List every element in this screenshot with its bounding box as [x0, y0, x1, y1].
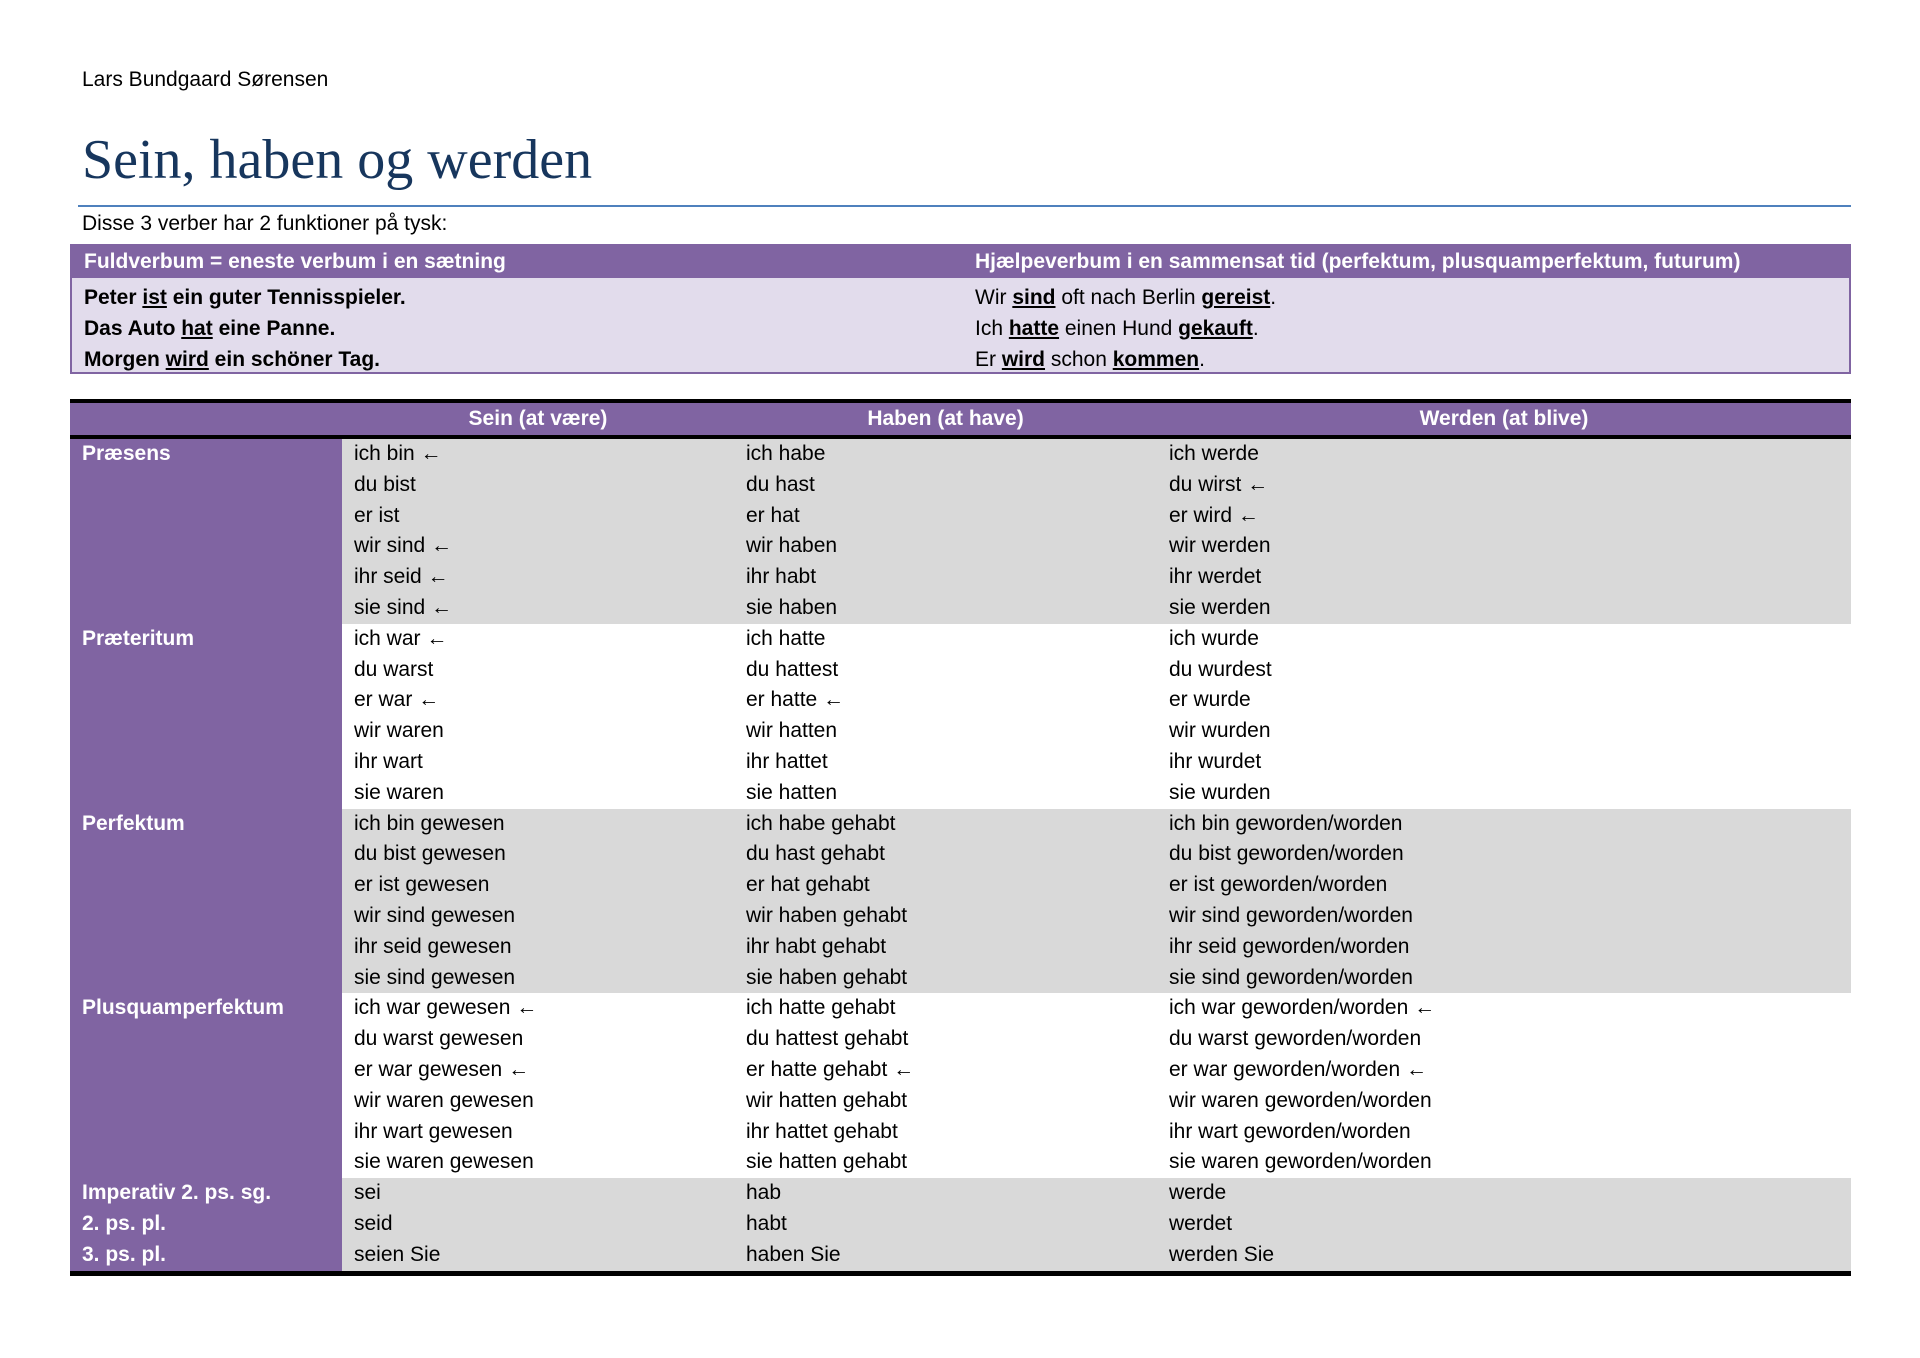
conjugation-table — [70, 399, 1851, 1276]
tense-label-text: 3. ps. pl. — [82, 1242, 167, 1266]
conjugation-form: sie haben gehabt — [746, 965, 908, 989]
conjugation-form: er ist gewesen — [354, 873, 490, 897]
tense-label-text: Præteritum — [82, 626, 195, 650]
sentence-text: ein guter Tennisspieler. — [166, 286, 406, 309]
tense-label — [70, 624, 342, 809]
header-sein: Sein (at være) — [468, 407, 608, 430]
tense-group — [70, 993, 1851, 1178]
conjugation-form: er hatte ← — [746, 688, 845, 712]
conjugation-form: ich wurde — [1169, 626, 1259, 650]
tense-label — [70, 439, 342, 624]
conjugation-form: er war ← — [354, 688, 440, 712]
werden-cell — [1157, 439, 1851, 624]
sein-cell — [342, 1178, 734, 1270]
haben-cell — [734, 439, 1157, 624]
conjugation-form: wir waren gewesen — [354, 1088, 534, 1112]
conjugation-form: sie sind gewesen — [354, 965, 516, 989]
conjugation-form: wir hatten — [746, 719, 838, 743]
sentence-text: . — [1252, 317, 1259, 340]
conjugation-form: ihr hattet — [746, 749, 828, 773]
full-verb-heading: Fuldverbum = eneste verbum i en sætning — [84, 250, 506, 273]
conjugation-form: sie werden — [1169, 595, 1271, 619]
conjugation-form: hab — [746, 1181, 782, 1205]
conjugation-form: sie sind ← — [354, 595, 453, 619]
sentence-text: einen Hund — [1059, 317, 1179, 340]
conjugation-form: ihr wart geworden/worden — [1169, 1119, 1411, 1143]
conjugation-form: sie waren — [354, 780, 444, 804]
conjugation-form: du hast gehabt — [746, 842, 885, 866]
conjugation-form: sie waren geworden/worden — [1169, 1150, 1432, 1174]
conjugation-form: ihr hattet gehabt — [746, 1119, 898, 1143]
tense-group — [70, 439, 1851, 624]
sentence-text: Das Auto — [84, 317, 182, 340]
conjugation-form: werde — [1169, 1181, 1227, 1205]
verb-highlight: hat — [181, 317, 213, 340]
conjugation-form: sie wurden — [1169, 780, 1271, 804]
tense-group — [70, 1178, 1851, 1270]
conjugation-form: du hattest gehabt — [746, 1027, 909, 1051]
conjugation-form: er hat gehabt — [746, 873, 870, 897]
conjugation-form: ich habe gehabt — [746, 811, 896, 835]
sentence-text: Morgen — [84, 348, 166, 371]
sentence-text: oft nach Berlin — [1055, 286, 1202, 309]
sentence-text: eine Panne. — [212, 317, 336, 340]
conjugation-form: seid — [354, 1211, 393, 1235]
conjugation-form: er ist — [354, 503, 400, 527]
sentence-text: ein schöner Tag. — [208, 348, 380, 371]
sein-cell — [342, 624, 734, 809]
sentence-text: Peter — [84, 286, 143, 309]
full-verb-examples — [84, 282, 406, 375]
conjugation-form: ich bin gewesen — [354, 811, 505, 835]
verb-highlight: gereist — [1201, 286, 1271, 309]
conjugation-form: du bist gewesen — [354, 842, 506, 866]
tense-group — [70, 624, 1851, 809]
example-sentence — [84, 282, 406, 313]
conjugation-form: du wurdest — [1169, 657, 1272, 681]
tense-label-text: Præsens — [82, 442, 171, 465]
conjugation-form: ihr habt gehabt — [746, 934, 887, 958]
conjugation-form: du hast — [746, 472, 815, 496]
verb-highlight: sind — [1012, 286, 1056, 309]
tense-label-text: Plusquamperfektum — [82, 996, 284, 1020]
tense-label-text: Imperativ 2. ps. sg. — [82, 1181, 272, 1205]
conjugation-form: er wurde — [1169, 688, 1251, 712]
conjugation-form: werden Sie — [1169, 1242, 1275, 1266]
sentence-text: Wir — [975, 286, 1013, 309]
tense-label — [70, 1178, 342, 1270]
conjugation-form: werdet — [1169, 1211, 1233, 1235]
conjugation-form: ihr seid ← — [354, 565, 449, 589]
conjugation-form: ihr seid gewesen — [354, 934, 512, 958]
auxiliary-verb-examples — [975, 282, 1276, 375]
conjugation-form: du warst — [354, 657, 434, 681]
sein-cell — [342, 809, 734, 994]
header-tense — [70, 403, 342, 435]
functions-box — [70, 244, 1851, 374]
conjugation-form: wir werden — [1169, 534, 1271, 558]
conjugation-form: wir wurden — [1169, 719, 1271, 743]
conjugation-form: ich werde — [1169, 442, 1259, 465]
table-header — [70, 403, 1851, 439]
conjugation-form: ich bin ← — [354, 442, 442, 465]
conjugation-form: ich habe — [746, 442, 826, 465]
conjugation-form: habt — [746, 1211, 787, 1235]
page-title: Sein, haben og werden — [82, 129, 593, 191]
tense-label — [70, 809, 342, 994]
example-sentence — [975, 282, 1276, 313]
conjugation-form: haben Sie — [746, 1242, 841, 1266]
functions-header — [72, 246, 1849, 278]
conjugation-form: ihr wart gewesen — [354, 1119, 513, 1143]
verb-highlight: ist — [142, 286, 167, 309]
haben-cell — [734, 993, 1157, 1178]
conjugation-form: er war geworden/worden ← — [1169, 1057, 1427, 1081]
verb-highlight: wird — [1001, 348, 1046, 371]
conjugation-form: ihr habt — [746, 565, 817, 589]
verb-highlight: gekauft — [1178, 317, 1253, 340]
conjugation-form: wir sind geworden/worden — [1169, 903, 1413, 927]
sentence-text: Ich — [975, 317, 1009, 340]
conjugation-form: sie waren gewesen — [354, 1150, 534, 1174]
tense-label — [70, 993, 342, 1178]
conjugation-form: ich war ← — [354, 626, 448, 650]
werden-cell — [1157, 624, 1851, 809]
auxiliary-verb-heading: Hjælpeverbum i en sammensat tid (perfektum, plusquamperfektum, futurum) — [975, 250, 1741, 273]
conjugation-form: wir haben gehabt — [746, 903, 908, 927]
author-name: Lars Bundgaard Sørensen — [82, 68, 329, 91]
example-sentence — [975, 344, 1276, 375]
conjugation-form: du warst geworden/worden — [1169, 1027, 1422, 1051]
conjugation-form: wir hatten gehabt — [746, 1088, 908, 1112]
conjugation-form: ich war geworden/worden ← — [1169, 996, 1436, 1020]
conjugation-form: sie hatten gehabt — [746, 1150, 908, 1174]
verb-highlight: hatte — [1008, 317, 1060, 340]
conjugation-form: du bist — [354, 472, 416, 496]
conjugation-form: er war gewesen ← — [354, 1057, 530, 1081]
conjugation-form: wir sind ← — [354, 534, 453, 558]
tense-label-text: 2. ps. pl. — [82, 1211, 167, 1235]
conjugation-form: wir waren geworden/worden — [1169, 1088, 1432, 1112]
werden-cell — [1157, 809, 1851, 994]
header-werden: Werden (at blive) — [1419, 407, 1589, 430]
conjugation-form: sie hatten — [746, 780, 838, 804]
conjugation-form: ich bin geworden/worden — [1169, 811, 1403, 835]
conjugation-form: du warst gewesen — [354, 1027, 524, 1051]
example-sentence — [84, 313, 406, 344]
conjugation-form: ich hatte — [746, 626, 826, 650]
tense-label-text: Perfektum — [82, 811, 185, 835]
sein-cell — [342, 439, 734, 624]
example-sentence — [975, 313, 1276, 344]
header-haben: Haben (at have) — [867, 407, 1024, 430]
haben-cell — [734, 809, 1157, 994]
sentence-text: schon — [1045, 348, 1113, 371]
conjugation-form: er hat — [746, 503, 800, 527]
sentence-text: . — [1270, 286, 1277, 309]
conjugation-form: du bist geworden/worden — [1169, 842, 1404, 866]
example-sentence — [84, 344, 406, 375]
conjugation-form: ihr seid geworden/worden — [1169, 934, 1410, 958]
conjugation-form: er hatte gehabt ← — [746, 1057, 915, 1081]
conjugation-form: er ist geworden/worden — [1169, 873, 1388, 897]
werden-cell — [1157, 993, 1851, 1178]
verb-highlight: kommen — [1112, 348, 1200, 371]
sein-cell — [342, 993, 734, 1178]
conjugation-form: ich hatte gehabt — [746, 996, 896, 1020]
conjugation-form: seien Sie — [354, 1242, 441, 1266]
intro-text: Disse 3 verber har 2 funktioner på tysk: — [82, 212, 448, 235]
title-rule — [78, 205, 1851, 207]
sentence-text: . — [1199, 348, 1205, 371]
haben-cell — [734, 1178, 1157, 1270]
conjugation-form: du wirst ← — [1169, 472, 1269, 496]
haben-cell — [734, 624, 1157, 809]
conjugation-form: du hattest — [746, 657, 839, 681]
conjugation-form: sei — [354, 1181, 381, 1205]
conjugation-form: sie sind geworden/worden — [1169, 965, 1413, 989]
conjugation-form: er wird ← — [1169, 503, 1259, 527]
conjugation-form: ihr wart — [354, 749, 423, 773]
conjugation-form: wir waren — [354, 719, 444, 743]
conjugation-form: wir sind gewesen — [354, 903, 516, 927]
werden-cell — [1157, 1178, 1851, 1270]
conjugation-form: ich war gewesen ← — [354, 996, 538, 1020]
conjugation-form: wir haben — [746, 534, 838, 558]
conjugation-form: sie haben — [746, 595, 838, 619]
conjugation-form: ihr wurdet — [1169, 749, 1262, 773]
sentence-text: Er — [975, 348, 1002, 371]
conjugation-form: ihr werdet — [1169, 565, 1262, 589]
tense-group — [70, 809, 1851, 994]
verb-highlight: wird — [165, 348, 209, 371]
